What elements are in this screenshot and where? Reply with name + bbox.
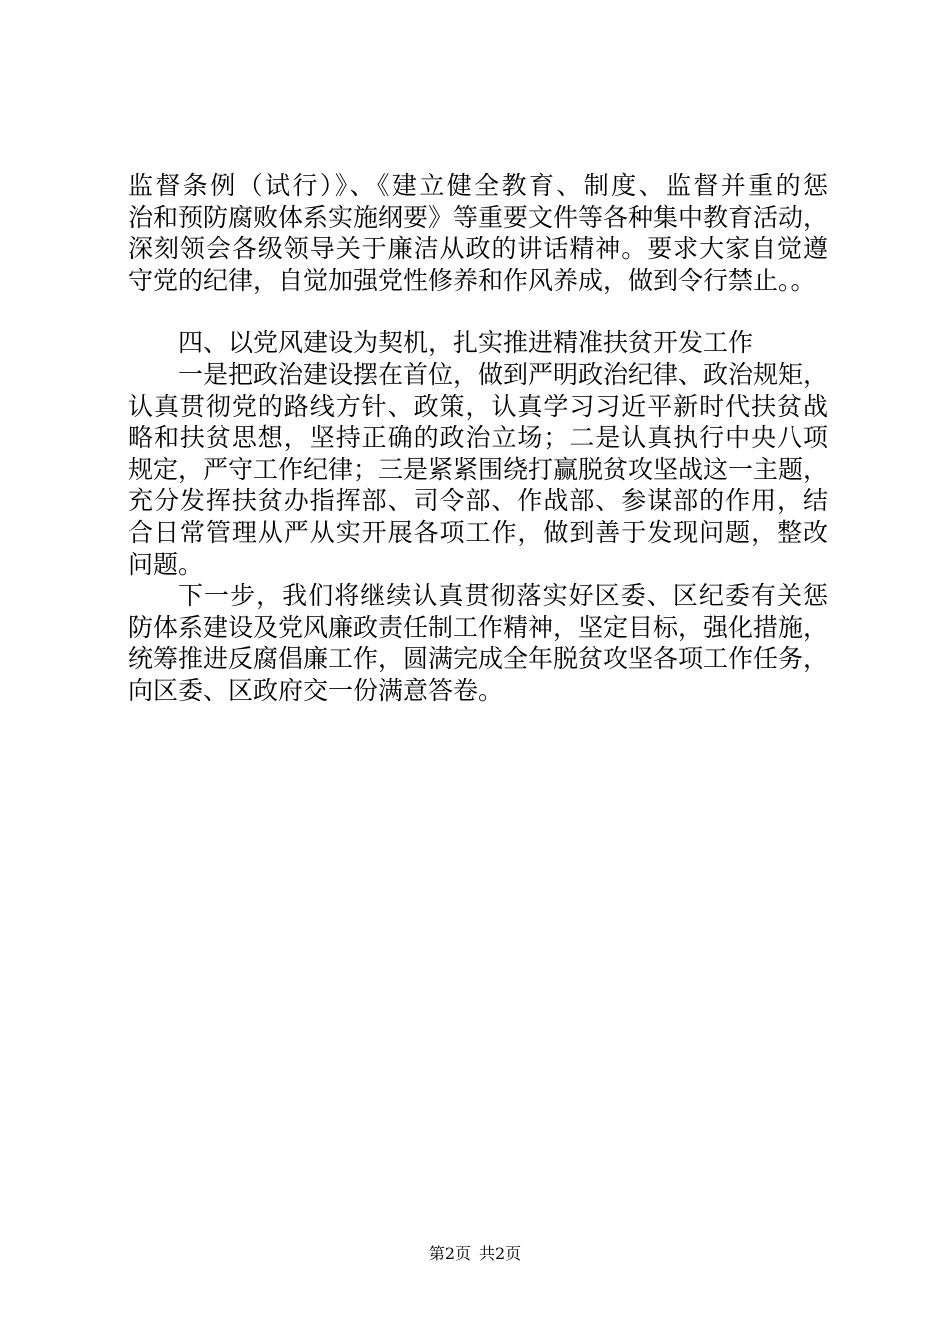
document-body	[128, 170, 828, 707]
paragraph-continuation	[128, 170, 828, 296]
paragraph-next-steps	[128, 580, 828, 706]
text-line: 认真贯彻党的路线方针、政策，认真学习习近平新时代扶贫战	[128, 391, 828, 421]
text-line: 略和扶贫思想，坚持正确的政治立场；二是认真执行中央八项	[128, 423, 828, 453]
text-line: 向区委、区政府交一份满意答卷。	[128, 675, 504, 705]
text-line: 下一步，我们将继续认真贯彻落实好区委、区纪委有关惩	[178, 581, 828, 611]
page-footer	[0, 1244, 950, 1264]
page-number-total: 共2页	[479, 1244, 522, 1263]
section-heading	[128, 327, 828, 359]
text-line: 问题。	[128, 549, 204, 579]
page-number-current: 第2页	[428, 1244, 471, 1263]
heading-line: 四、以党风建设为契机，扎实推进精准扶贫开发工作	[178, 328, 754, 358]
text-line: 充分发挥扶贫办指挥部、司令部、作战部、参谋部的作用，结	[128, 486, 828, 516]
text-line: 监督条例（试行）》、《建立健全教育、制度、监督并重的惩	[128, 171, 828, 200]
text-line: 规定，严守工作纪律；三是紧紧围绕打赢脱贫攻坚战这一主题，	[128, 454, 829, 484]
paragraph-measures	[128, 359, 828, 580]
text-line: 治和预防腐败体系实施纲要》等重要文件等各种集中教育活动，	[128, 202, 829, 232]
paragraph-gap	[128, 296, 828, 327]
text-line: 深刻领会各级领导关于廉洁从政的讲话精神。要求大家自觉遵	[128, 234, 828, 264]
text-line: 统筹推进反腐倡廉工作，圆满完成全年脱贫攻坚各项工作任务，	[128, 644, 829, 674]
text-line: 一是把政治建设摆在首位，做到严明政治纪律、政治规矩，	[178, 359, 829, 389]
text-line: 防体系建设及党风廉政责任制工作精神，坚定目标，强化措施，	[128, 612, 829, 642]
text-line: 守党的纪律，自觉加强党性修养和作风养成，做到令行禁止。。	[128, 265, 816, 295]
text-line: 合日常管理从严从实开展各项工作，做到善于发现问题，整改	[128, 517, 828, 547]
